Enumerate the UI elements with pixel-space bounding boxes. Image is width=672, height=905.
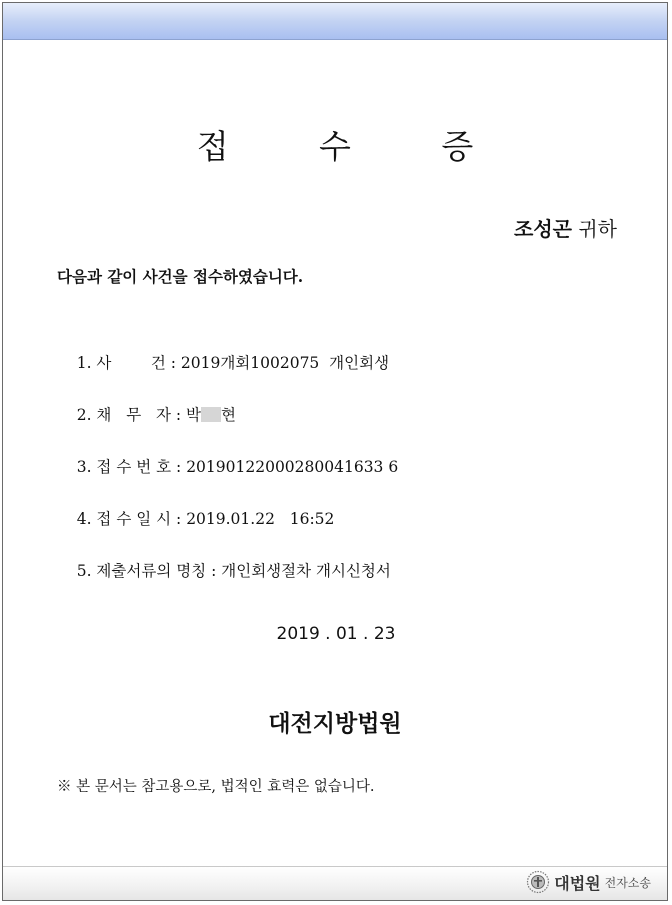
field-label: 2. 채 무 자 : <box>76 406 186 424</box>
issue-date: 2019 . 01 . 23 <box>276 624 396 644</box>
field-receipt-datetime <box>57 489 334 547</box>
field-label: 1. 사 건 : <box>76 354 181 372</box>
field-value: 개인회생절차 개시신청서 <box>221 562 391 580</box>
recipient-name: 조성곤 <box>514 217 572 241</box>
recipient-suffix: 귀하 <box>572 217 617 241</box>
top-bar <box>3 3 667 40</box>
field-value: 2019개회1002075 개인회생 <box>180 354 390 372</box>
field-label: 5. 제출서류의 명칭 : <box>76 562 222 580</box>
field-case <box>57 333 389 391</box>
footer-brand: 대법원 <box>554 873 601 893</box>
court-name: 대전지방법원 <box>268 710 402 737</box>
field-document-name <box>57 541 391 599</box>
document-frame <box>2 2 668 901</box>
debtor-name-suffix: 현 <box>220 406 236 424</box>
field-value: 20190122000280041633 6 <box>186 458 399 476</box>
court-emblem-icon <box>526 870 550 894</box>
debtor-name-prefix: 박 <box>186 406 201 424</box>
notice-text: ※ 본 문서는 참고용으로, 법적인 효력은 없습니다. <box>57 779 375 795</box>
bottom-bar <box>3 866 667 900</box>
redaction-mark <box>201 407 221 422</box>
field-value: 2019.01.22 16:52 <box>186 510 335 528</box>
recipient <box>514 213 617 242</box>
field-label: 4. 접 수 일 시 : <box>76 510 187 528</box>
field-receipt-number <box>57 437 398 495</box>
field-label: 3. 접 수 번 호 : <box>76 458 187 476</box>
footer-logo <box>526 870 651 894</box>
field-debtor <box>57 385 236 443</box>
intro-text: 다음과 같이 사건을 접수하였습니다. <box>57 267 304 286</box>
page-title: 접 수 증 <box>196 127 514 166</box>
footer-brand-sub: 전자소송 <box>604 875 651 890</box>
